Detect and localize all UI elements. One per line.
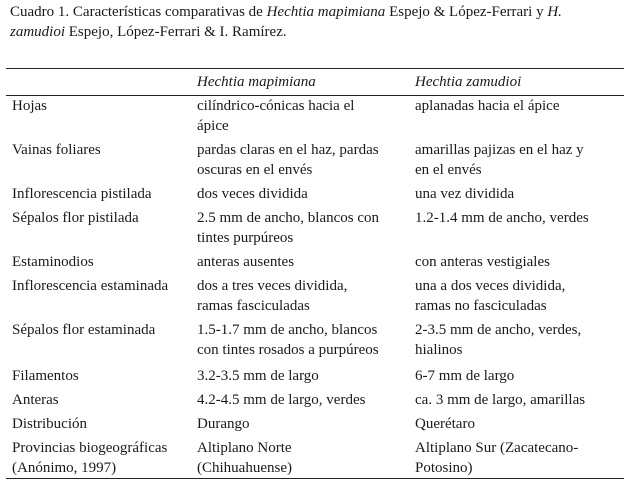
column-header-zamudioi: Hechtia zamudioi bbox=[415, 74, 522, 90]
cell-zamudioi: aplanadas hacia el ápice bbox=[415, 98, 560, 114]
cell-mapimiana: dos veces dividida bbox=[197, 186, 308, 202]
cell-zamudioi: 6-7 mm de largo bbox=[415, 368, 515, 384]
row-label: Anteras bbox=[12, 392, 59, 408]
row-label: Provincias biogeográficas bbox=[12, 440, 168, 456]
cell-zamudioi: 2-3.5 mm de ancho, verdes, bbox=[415, 322, 582, 338]
cell-zamudioi: ramas no fasciculadas bbox=[415, 298, 547, 314]
row-label: Vainas foliares bbox=[12, 142, 101, 158]
row-label: Estaminodios bbox=[12, 254, 94, 270]
cell-mapimiana: ápice bbox=[197, 118, 229, 134]
cell-zamudioi: Altiplano Sur (Zacatecano- bbox=[415, 440, 579, 456]
species-name-2: zamudioi bbox=[10, 24, 66, 40]
cell-mapimiana: 1.5-1.7 mm de ancho, blancos bbox=[197, 322, 378, 338]
column-header-mapimiana: Hechtia mapimiana bbox=[197, 74, 316, 90]
row-label: Filamentos bbox=[12, 368, 79, 384]
table-caption: Cuadro 1. Características comparativas de Hechtia mapimiana Espejo & López-Ferrari y H. zamudioi Espejo, López-Ferrari & I. Ramírez. bbox=[10, 4, 562, 40]
cell-zamudioi: 1.2-1.4 mm de ancho, verdes bbox=[415, 210, 589, 226]
cell-zamudioi: ca. 3 mm de largo, amarillas bbox=[415, 392, 586, 408]
row-label: Distribución bbox=[12, 416, 87, 432]
row-label: Inflorescencia estaminada bbox=[12, 278, 169, 294]
cell-mapimiana: 3.2-3.5 mm de largo bbox=[197, 368, 319, 384]
cell-mapimiana: (Chihuahuense) bbox=[197, 460, 292, 476]
cell-mapimiana: con tintes rosados a purpúreos bbox=[197, 342, 379, 358]
cell-mapimiana: anteras ausentes bbox=[197, 254, 295, 270]
row-label: (Anónimo, 1997) bbox=[12, 460, 117, 476]
cell-zamudioi: en el envés bbox=[415, 162, 482, 178]
row-label: Sépalos flor estaminada bbox=[12, 322, 156, 338]
cell-zamudioi: Potosino) bbox=[415, 460, 473, 476]
cell-mapimiana: Altiplano Norte bbox=[197, 440, 292, 456]
cell-zamudioi: amarillas pajizas en el haz y bbox=[415, 142, 584, 158]
cell-mapimiana: 2.5 mm de ancho, blancos con bbox=[197, 210, 380, 226]
cell-mapimiana: pardas claras en el haz, pardas bbox=[197, 142, 379, 158]
cell-mapimiana: ramas fasciculadas bbox=[197, 298, 310, 314]
cell-mapimiana: oscuras en el envés bbox=[197, 162, 313, 178]
bottom-rule bbox=[6, 478, 624, 479]
cell-mapimiana: Durango bbox=[197, 416, 250, 432]
row-label: Sépalos flor pistilada bbox=[12, 210, 139, 226]
cell-mapimiana: tintes purpúreos bbox=[197, 230, 294, 246]
top-rule bbox=[6, 68, 624, 69]
row-label: Inflorescencia pistilada bbox=[12, 186, 152, 202]
cell-zamudioi: hialinos bbox=[415, 342, 463, 358]
cell-mapimiana: 4.2-4.5 mm de largo, verdes bbox=[197, 392, 366, 408]
cell-zamudioi: una a dos veces dividida, bbox=[415, 278, 566, 294]
cell-mapimiana: dos a tres veces dividida, bbox=[197, 278, 348, 294]
species-name-1: Hechtia mapimiana bbox=[266, 4, 386, 20]
cell-mapimiana: cilíndrico-cónicas hacia el bbox=[197, 98, 355, 114]
row-label: Hojas bbox=[12, 98, 47, 114]
cell-zamudioi: una vez dividida bbox=[415, 186, 515, 202]
cell-zamudioi: con anteras vestigiales bbox=[415, 254, 550, 270]
cell-zamudioi: Querétaro bbox=[415, 416, 475, 432]
